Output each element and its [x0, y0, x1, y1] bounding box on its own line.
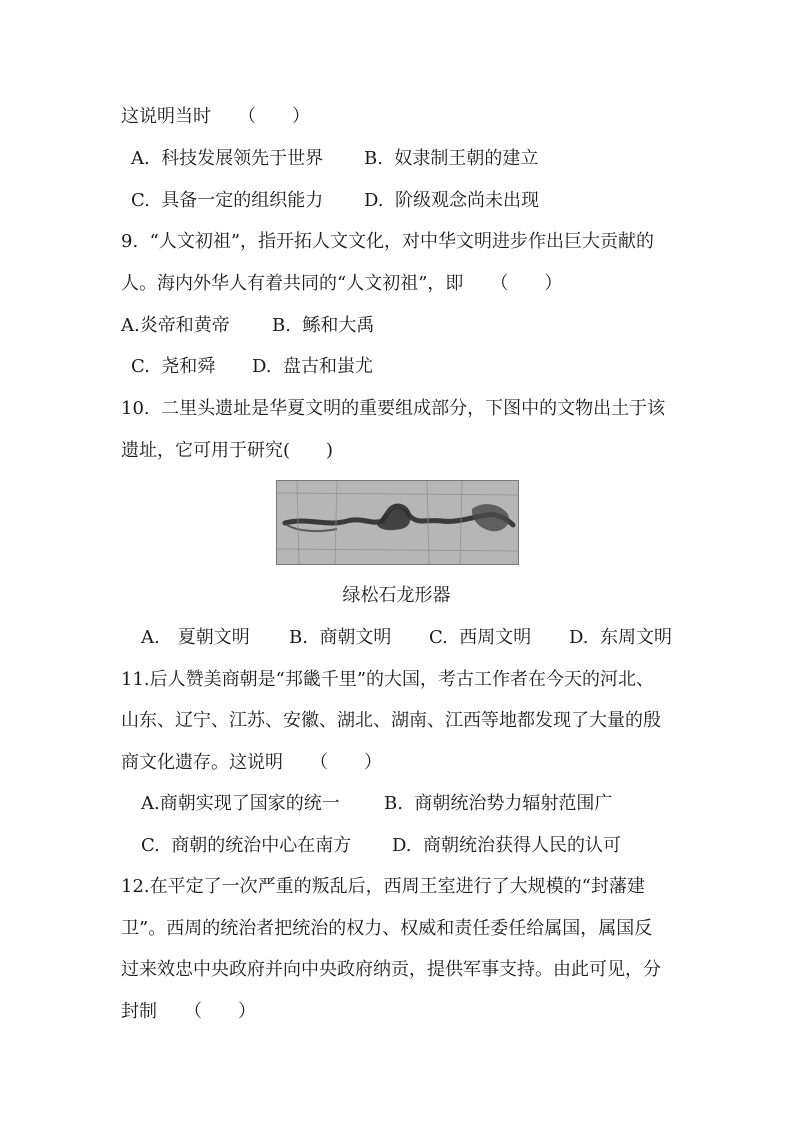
q11-option-d: D. 商朝统治获得人民的认可 [392, 835, 621, 856]
q8-stem-end: 这说明当时 （ ） [121, 106, 310, 127]
q11-option-c: C. 商朝的统治中心在南方 [141, 835, 352, 856]
q11-option-b: B. 商朝统治势力辐射范围广 [384, 793, 613, 814]
q9-option-d: D. 盘古和蚩尤 [252, 356, 373, 377]
q8-option-d: D. 阶级观念尚未出现 [364, 190, 539, 211]
q10-option-c: C. 西周文明 [429, 627, 532, 648]
q10-option-b: B. 商朝文明 [289, 627, 392, 648]
q11-stem-line-3: 商文化遗存。这说明 （ ） [121, 752, 382, 773]
q8-option-c: C. 具备一定的组织能力 [131, 190, 324, 211]
turquoise-dragon-artifact-image [276, 480, 519, 565]
q9-option-b: B. 鲧和大禹 [272, 315, 375, 336]
q10-stem-line-1: 10. 二里头遗址是华夏文明的重要组成部分，下图中的文物出土于该 [121, 398, 666, 419]
q10-option-a: A. 夏朝文明 [141, 627, 250, 648]
q12-stem-line-3: 过来效忠中央政府并向中央政府纳贡，提供军事支持。由此可见，分 [121, 959, 661, 980]
q12-stem-line-4: 封制 （ ） [121, 1001, 256, 1022]
figure-caption: 绿松石龙形器 [342, 585, 451, 606]
q11-stem-line-2: 山东、辽宁、江苏、安徽、湖北、湖南、江西等地都发现了大量的殷 [121, 710, 661, 731]
q11-option-a: A.商朝实现了国家的统一 [141, 793, 340, 814]
q11-stem-line-1: 11.后人赞美商朝是“邦畿千里”的大国，考古工作者在今天的河北、 [121, 669, 655, 690]
q10-stem-line-2: 遗址，它可用于研究( ) [121, 440, 334, 461]
q8-option-b: B. 奴隶制王朝的建立 [364, 148, 539, 169]
q9-option-c: C. 尧和舜 [131, 356, 216, 377]
q12-stem-line-2: 卫”。西周的统治者把统治的权力、权威和责任委任给属国，属国反 [121, 918, 653, 939]
q10-option-d: D. 东周文明 [569, 627, 672, 648]
q9-option-a: A.炎帝和黄帝 [121, 315, 230, 336]
artifact-illustration [277, 481, 518, 564]
q8-option-a: A. 科技发展领先于世界 [131, 148, 324, 169]
q9-stem-line-2: 人。海内外华人有着共同的“人文初祖”，即 （ ） [121, 273, 563, 294]
q12-stem-line-1: 12.在平定了一次严重的叛乱后，西周王室进行了大规模的“封藩建 [121, 876, 645, 897]
q9-stem-line-1: 9. “人文初祖”，指开拓人文文化，对中华文明进步作出巨大贡献的 [121, 231, 655, 252]
